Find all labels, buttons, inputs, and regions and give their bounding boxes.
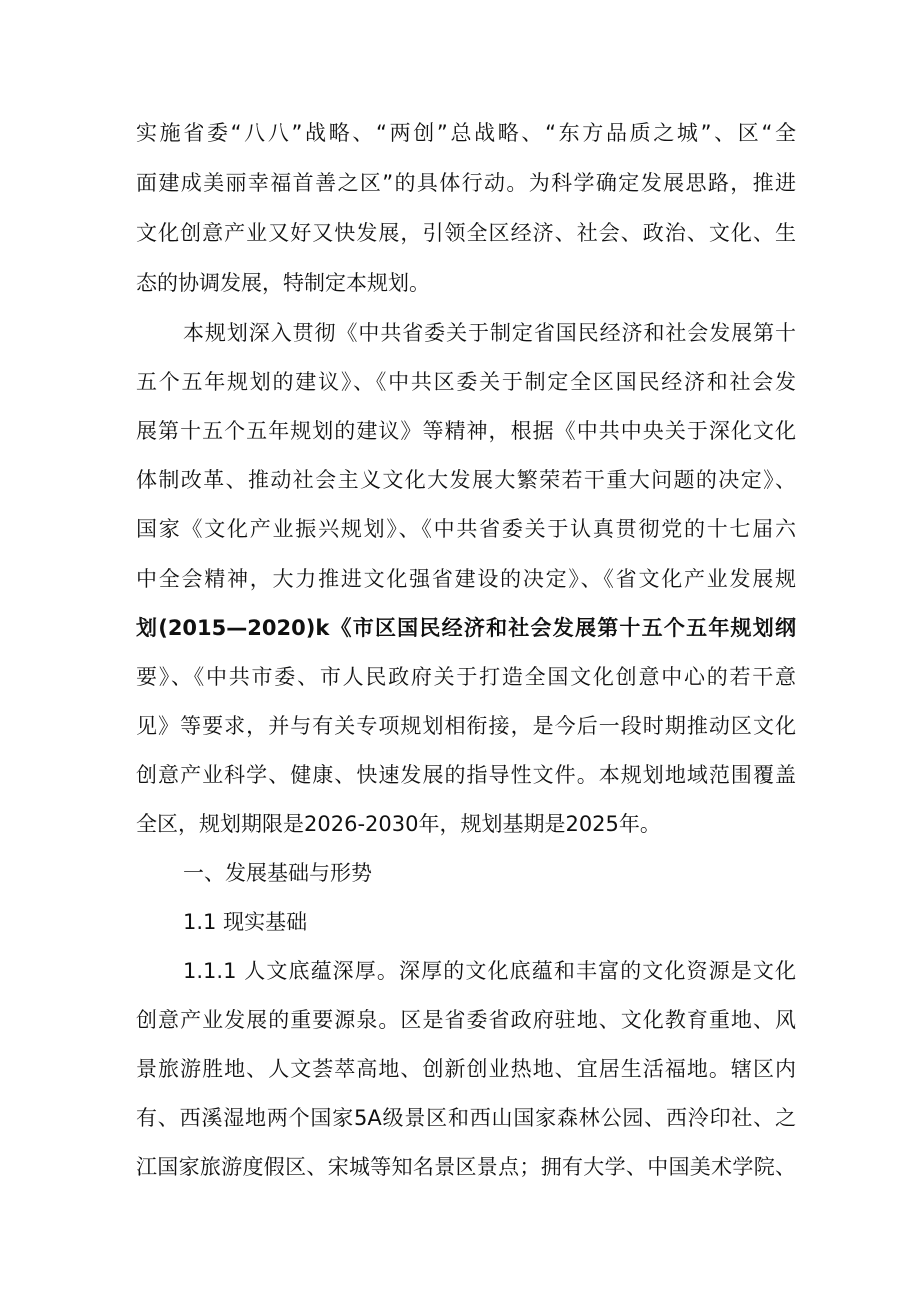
paragraph-line: 体制改革、推动社会主义文化大发展大繁荣若干重大问题的决定》、	[136, 468, 796, 492]
paragraph-line: 江国家旅游度假区、宋城等知名景区景点；拥有大学、中国美术学院、	[136, 1155, 796, 1179]
paragraph-line: 划(2015—2020)k《市区国民经济和社会发展第十五个五年规划纲	[136, 616, 796, 640]
paragraph-line: 创意产业科学、健康、快速发展的指导性文件。本规划地域范围覆盖	[136, 763, 796, 787]
paragraph-line: 面建成美丽幸福首善之区”的具体行动。为科学确定发展思路，推进	[136, 171, 796, 195]
paragraph-line: 要》、《中共市委、市人民政府关于打造全国文化创意中心的若干意	[136, 665, 796, 689]
paragraph-line: 中全会精神，大力推进文化强省建设的决定》、《省文化产业发展规	[136, 567, 796, 591]
paragraph-line: 有、西溪湿地两个国家5A级景区和西山国家森林公园、西泠印社、之	[136, 1106, 796, 1130]
paragraph-line: 展第十五个五年规划的建议》等精神，根据《中共中央关于深化文化	[136, 419, 796, 443]
paragraph-line: 创意产业发展的重要源泉。区是省委省政府驻地、文化教育重地、风	[136, 1008, 796, 1032]
subsection-heading: 1.1 现实基础	[183, 910, 308, 934]
paragraph-line: 国家《文化产业振兴规划》、《中共省委关于认真贯彻党的十七届六	[136, 517, 796, 541]
paragraph-line: 全区，规划期限是2026-2030年，规划基期是2025年。	[136, 812, 661, 836]
paragraph-line: 1.1.1 人文底蕴深厚。深厚的文化底蕴和丰富的文化资源是文化	[183, 959, 796, 983]
paragraph-line: 实施省委“八八”战略、“两创”总战略、“东方品质之城”、区“全	[136, 121, 796, 145]
paragraph-line: 文化创意产业又好又快发展，引领全区经济、社会、政治、文化、生	[136, 221, 796, 245]
paragraph-line: 本规划深入贯彻《中共省委关于制定省国民经济和社会发展第十	[183, 321, 796, 345]
paragraph-line: 见》等要求，并与有关专项规划相衔接，是今后一段时期推动区文化	[136, 714, 796, 738]
section-heading: 一、发展基础与形势	[183, 861, 372, 885]
paragraph-line: 景旅游胜地、人文荟萃高地、创新创业热地、宜居生活福地。辖区内	[136, 1057, 796, 1081]
paragraph-line: 五个五年规划的建议》、《中共区委关于制定全区国民经济和社会发	[136, 370, 796, 394]
paragraph-line: 态的协调发展，特制定本规划。	[136, 271, 430, 295]
